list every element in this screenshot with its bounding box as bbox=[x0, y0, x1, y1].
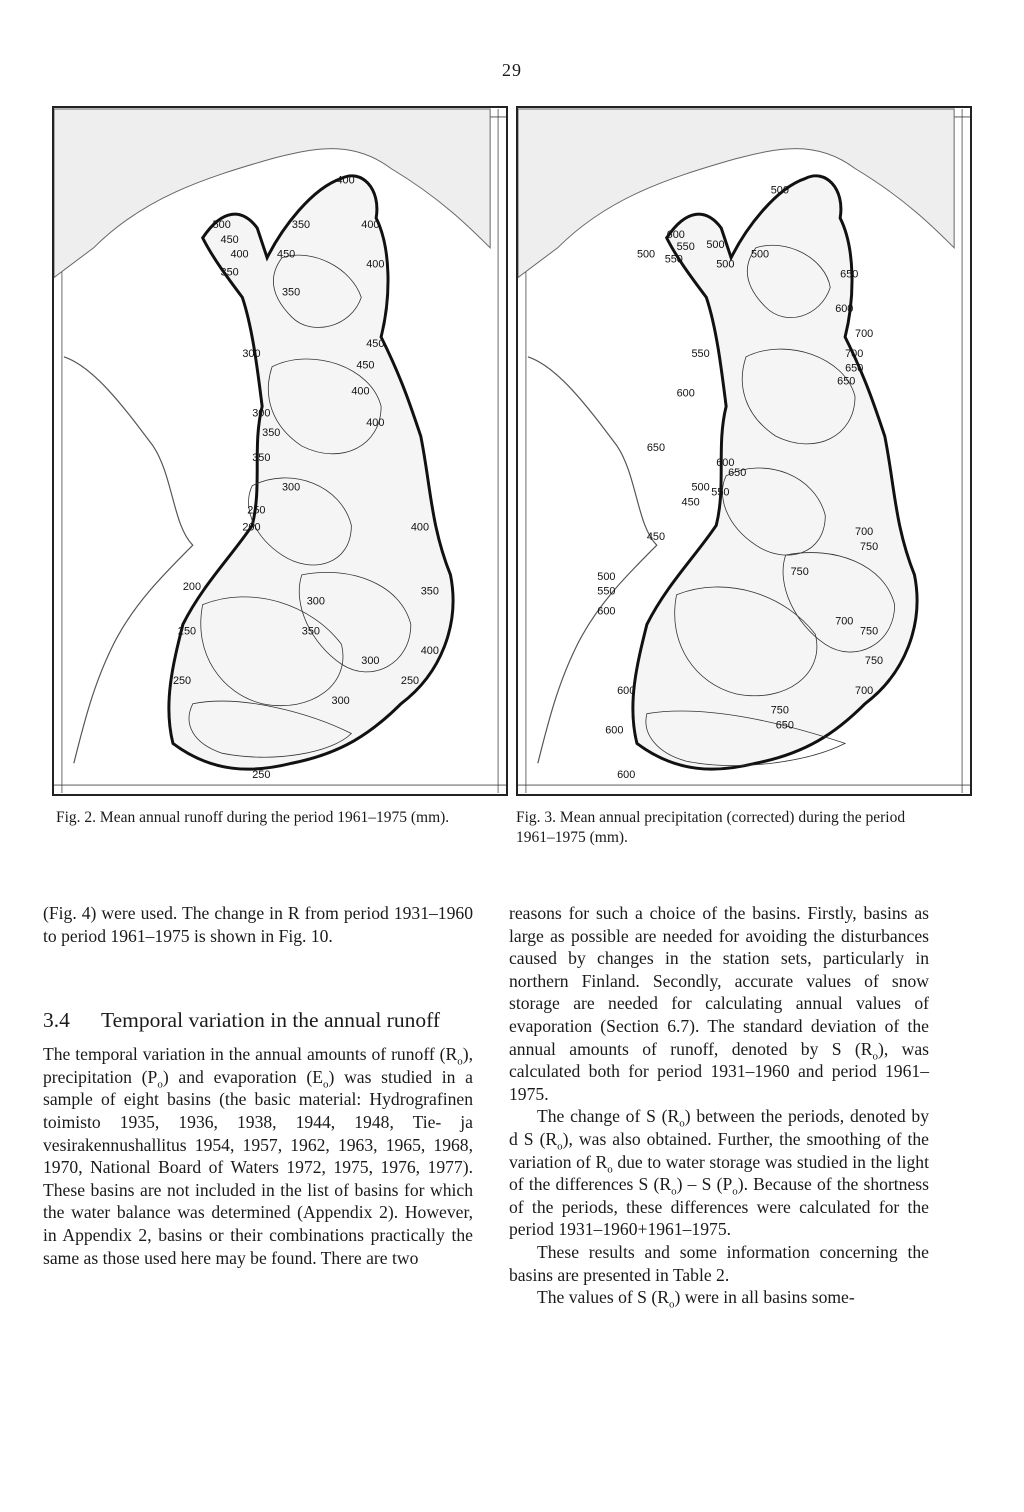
contour-label: 650 bbox=[837, 375, 856, 388]
contour-label: 750 bbox=[864, 655, 884, 668]
text-run: ), precipitation (P bbox=[43, 1044, 473, 1087]
text-run: ) was studied in a sample of eight basins (the basic material: Hydrografinen toimisto 1935, 1936, 1938, 1944, 1948, Tie- ja vesirakennushallitus 1954, 1957, 1962, 1963, 1965, 1968, 1970, National Board of Waters 1972, 1975, 1976, 1977). These basins are not included in the list of basins for which the water balance was determined (Appendix 2). However, in Appendix 2, basins or their combinations practically the same as those used here may be found. There are two bbox=[43, 1066, 473, 1268]
contour-label: 500 bbox=[597, 570, 616, 583]
paragraph bbox=[509, 1105, 929, 1241]
section-number: 3.4 bbox=[43, 1008, 70, 1033]
contour-label: 350 bbox=[301, 625, 320, 638]
left-text-column bbox=[43, 902, 473, 1269]
contour-label: 500 bbox=[706, 238, 725, 251]
contour-label: 450 bbox=[681, 496, 700, 509]
contour-label: 650 bbox=[646, 442, 666, 454]
contour-label: 400 bbox=[366, 417, 385, 430]
contour-label: 400 bbox=[420, 645, 439, 658]
text-run: The values of S (R bbox=[537, 1287, 669, 1308]
contour-label: 250 bbox=[172, 674, 192, 687]
finland-runoff-contour-map bbox=[54, 108, 506, 794]
contour-label: 750 bbox=[859, 541, 879, 554]
contour-label: 400 bbox=[351, 385, 370, 398]
contour-label: 350 bbox=[220, 266, 239, 279]
contour-label: 750 bbox=[790, 565, 809, 578]
figure-2-runoff-map bbox=[52, 106, 508, 796]
contour-label: 400 bbox=[366, 258, 385, 271]
paragraph bbox=[509, 902, 929, 1105]
finland-precipitation-contour-map bbox=[518, 108, 970, 794]
contour-label: 600 bbox=[617, 769, 636, 782]
contour-label: 550 bbox=[676, 240, 695, 253]
contour-label: 650 bbox=[845, 362, 864, 375]
subscript: o bbox=[679, 1117, 685, 1130]
contour-label: 450 bbox=[356, 359, 375, 372]
text-run: reasons for such a choice of the basins. Firstly, basins as large as possible are needed for avoiding the disturbances caused by changes in the station sets, particularly in northern Finland. Secondly, accurate values of snow storage are needed for calculating annual values of evaporation (Section 6.7). The standard deviation of the annual amounts of runoff, denoted by S (R bbox=[509, 903, 929, 1059]
contour-label: 500 bbox=[716, 258, 735, 271]
contour-label: 550 bbox=[597, 585, 616, 598]
contour-label: 300 bbox=[242, 347, 261, 360]
contour-label: 450 bbox=[366, 337, 385, 350]
contour-label: 600 bbox=[617, 684, 636, 697]
text-run: ) – S (P bbox=[676, 1174, 733, 1195]
contour-label: 300 bbox=[306, 595, 325, 608]
text-run: ) were in all basins some- bbox=[674, 1287, 855, 1308]
contour-label: 300 bbox=[252, 407, 271, 420]
contour-label: 600 bbox=[835, 303, 854, 316]
contour-label: 550 bbox=[711, 486, 730, 499]
contour-label: 300 bbox=[281, 481, 301, 494]
figure-3-caption: Fig. 3. Mean annual precipitation (corrected) during the period 1961–1975 (mm). bbox=[516, 809, 906, 846]
contour-label: 250 bbox=[252, 769, 271, 782]
contour-label: 400 bbox=[230, 248, 249, 261]
paragraph: These results and some information concerning the basins are presented in Table 2. bbox=[509, 1241, 929, 1285]
paragraph bbox=[509, 1286, 929, 1309]
contour-label: 250 bbox=[177, 625, 197, 638]
contour-label: 450 bbox=[220, 233, 239, 246]
contour-label: 400 bbox=[410, 521, 430, 534]
contour-label: 250 bbox=[247, 504, 266, 517]
contour-label: 350 bbox=[252, 451, 271, 464]
contour-label: 700 bbox=[845, 347, 864, 360]
subscript: o bbox=[668, 1298, 675, 1311]
contour-label: 300 bbox=[361, 655, 380, 668]
contour-label: 500 bbox=[750, 248, 770, 261]
contour-label: 400 bbox=[336, 174, 355, 187]
paragraph bbox=[43, 1043, 473, 1269]
contour-label: 500 bbox=[691, 481, 710, 494]
contour-label: 450 bbox=[646, 531, 666, 544]
subscript: o bbox=[732, 1185, 738, 1198]
contour-label: 450 bbox=[277, 248, 296, 261]
text-run: ) between the periods, denoted by d S (R bbox=[509, 1106, 929, 1149]
contour-label: 500 bbox=[636, 248, 656, 261]
contour-label: 550 bbox=[664, 253, 683, 266]
contour-label: 650 bbox=[728, 466, 747, 479]
contour-label: 550 bbox=[691, 347, 710, 360]
contour-label: 350 bbox=[291, 218, 311, 231]
page-number: 29 bbox=[502, 60, 522, 80]
figure-3-precipitation-map bbox=[516, 106, 972, 796]
contour-label: 600 bbox=[716, 456, 735, 469]
contour-label: 600 bbox=[676, 387, 695, 400]
contour-label: 600 bbox=[666, 228, 685, 241]
subscript: o bbox=[872, 1050, 878, 1063]
contour-label: 700 bbox=[835, 615, 854, 628]
text-run: ), was also obtained. Further, the smoothing of the variation of R bbox=[509, 1128, 929, 1172]
text-run: The change of S (R bbox=[537, 1106, 680, 1127]
text-run: ), was calculated both for period 1931–1960 and period 1961–1975. bbox=[509, 1038, 929, 1104]
contour-label: 600 bbox=[605, 724, 624, 737]
subscript: o bbox=[457, 1055, 463, 1068]
subscript: o bbox=[557, 1140, 563, 1153]
right-text-column bbox=[509, 902, 929, 1309]
contour-label: 600 bbox=[597, 605, 616, 618]
contour-label: 350 bbox=[281, 286, 301, 299]
contour-label: 200 bbox=[242, 521, 261, 534]
subscript: o bbox=[607, 1163, 613, 1176]
subscript: o bbox=[322, 1078, 329, 1091]
text-run: The temporal variation in the annual amounts of runoff (R bbox=[43, 1044, 458, 1065]
contour-label: 650 bbox=[775, 719, 794, 732]
contour-label: 700 bbox=[855, 526, 874, 539]
contour-label: 500 bbox=[212, 218, 231, 231]
contour-label: 300 bbox=[331, 694, 350, 707]
text-run: due to water storage was studied in the light of the differences S (R bbox=[509, 1151, 929, 1195]
contour-label: 350 bbox=[262, 427, 281, 440]
text-run: ) and evaporation (E bbox=[162, 1066, 323, 1087]
contour-label: 750 bbox=[770, 704, 789, 717]
section-title: Temporal variation in the annual runoff bbox=[101, 1008, 441, 1033]
contour-label: 700 bbox=[855, 684, 874, 697]
section-heading bbox=[43, 1007, 473, 1033]
contour-label: 250 bbox=[400, 674, 420, 687]
text-run: ). Because of the shortness of the periods, these differences were calculated for the period 1931–1960+1961–1975. bbox=[509, 1174, 929, 1240]
subscript: o bbox=[157, 1078, 163, 1091]
contour-label: 350 bbox=[420, 585, 439, 598]
contour-label: 750 bbox=[859, 625, 879, 638]
paragraph: (Fig. 4) were used. The change in R from period 1931–1960 to period 1961–1975 is shown in Fig. 10. bbox=[43, 903, 473, 946]
contour-label: 500 bbox=[770, 184, 789, 197]
figure-2-caption: Fig. 2. Mean annual runoff during the period 1961–1975 (mm). bbox=[56, 809, 450, 826]
contour-label: 200 bbox=[182, 580, 202, 593]
subscript: o bbox=[671, 1185, 677, 1198]
contour-label: 650 bbox=[840, 268, 859, 281]
contour-label: 400 bbox=[361, 218, 380, 231]
contour-label: 700 bbox=[855, 328, 874, 341]
